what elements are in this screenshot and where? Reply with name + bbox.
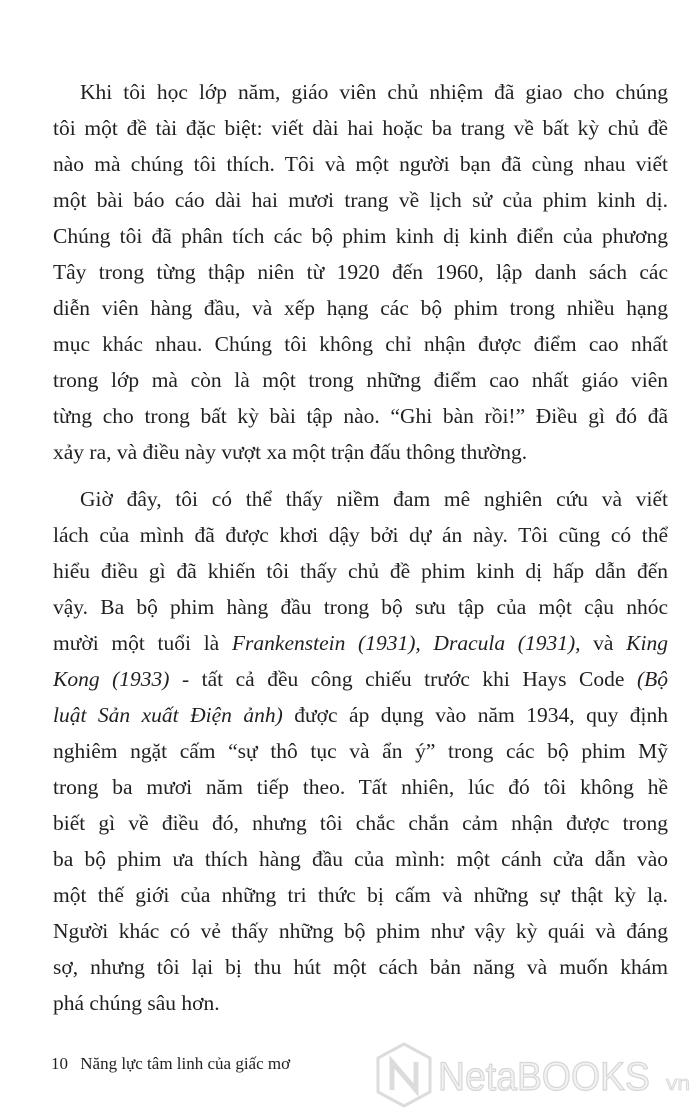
- text-segment: Giờ đây, tôi có thể thấy niềm đam mê nghiên cứu và viết: [80, 487, 668, 511]
- text-line: [53, 733, 668, 769]
- body-text: [53, 74, 668, 1032]
- text-segment: tôi một đề tài đặc biệt: viết dài hai hoặc ba trang về bất kỳ chủ đề: [53, 116, 668, 140]
- watermark-brand: NetaBOOKS: [438, 1055, 650, 1099]
- text-segment: - tất cả đều công chiếu trước khi Hays Code: [169, 667, 637, 691]
- text-segment: nào mà chúng tôi thích. Tôi và một người bạn đã cùng nhau viết: [53, 152, 668, 176]
- italic-text: luật Sản xuất Điện ảnh): [53, 703, 283, 727]
- text-segment: Khi tôi học lớp năm, giáo viên chủ nhiệm đã giao cho chúng: [80, 80, 668, 104]
- text-segment: trong lớp mà còn là một trong những điểm cao nhất giáo viên: [53, 368, 668, 392]
- paragraph: [53, 74, 668, 470]
- text-line: [53, 362, 668, 398]
- text-segment: vậy. Ba bộ phim hàng đầu trong bộ sưu tập của một cậu nhóc: [53, 595, 668, 619]
- italic-text: Kong (1933): [53, 667, 170, 691]
- text-line: [53, 661, 668, 697]
- text-segment: hiểu điều gì đã khiến tôi thấy chủ đề phim kinh dị hấp dẫn đến: [53, 559, 668, 583]
- text-segment: được áp dụng vào năm 1934, quy định: [282, 703, 669, 727]
- text-segment: nghiêm ngặt cấm “sự thô tục và ẩn ý” trong các bộ phim Mỹ: [53, 739, 668, 763]
- text-segment: biết gì về điều đó, nhưng tôi chắc chắn cảm nhận được trong: [53, 811, 668, 835]
- text-segment: mười một tuổi là: [53, 631, 232, 655]
- text-segment: sợ, nhưng tôi lại bị thu hút một cách bản năng và muốn khám: [53, 955, 668, 979]
- italic-text: (Bộ: [636, 667, 668, 691]
- text-line: [53, 913, 668, 949]
- hexagon-n-icon: [378, 1044, 430, 1106]
- text-segment: một thế giới của những tri thức bị cấm và những sự thật kỳ lạ.: [53, 883, 668, 907]
- text-segment: phá chúng sâu hơn.: [53, 991, 220, 1015]
- text-line: [53, 877, 668, 913]
- text-line: [53, 517, 668, 553]
- page-footer: [51, 1054, 351, 1074]
- paragraph: [53, 481, 668, 1021]
- text-line: [53, 697, 668, 733]
- text-segment: Chúng tôi đã phân tích các bộ phim kinh dị kinh điển của phương: [53, 224, 668, 248]
- running-title: Năng lực tâm linh của giấc mơ: [80, 1054, 291, 1073]
- text-segment: ba bộ phim ưa thích hàng đầu của mình: một cánh cửa dẫn vào: [53, 847, 668, 871]
- text-line: [53, 74, 668, 110]
- text-segment: một bài báo cáo dài hai mươi trang về lịch sử của phim kinh dị.: [53, 188, 668, 212]
- text-segment: diễn viên hàng đầu, và xếp hạng các bộ phim trong nhiều hạng: [53, 296, 668, 320]
- text-line: [53, 769, 668, 805]
- text-line: [53, 326, 668, 362]
- text-segment: lách của mình đã được khơi dậy bởi dự án này. Tôi cũng có thể: [53, 523, 668, 547]
- text-line: [53, 949, 668, 985]
- text-segment: trong ba mươi năm tiếp theo. Tất nhiên, lúc đó tôi không hề: [53, 775, 668, 799]
- text-line: [53, 290, 668, 326]
- text-line: [53, 481, 668, 517]
- text-line: [53, 985, 668, 1021]
- text-line: [53, 218, 668, 254]
- text-line: [53, 625, 668, 661]
- text-line: [53, 254, 668, 290]
- watermark-suffix: vn: [666, 1073, 690, 1095]
- page-number: 10: [51, 1054, 68, 1073]
- text-segment: xảy ra, và điều này vượt xa một trận đấu thông thường.: [53, 440, 528, 464]
- text-line: [53, 398, 668, 434]
- text-segment: Người khác có vẻ thấy những bộ phim như vậy kỳ quái và đáng: [53, 919, 668, 943]
- text-line: [53, 841, 668, 877]
- text-segment: Tây trong từng thập niên từ 1920 đến 1960, lập danh sách các: [53, 260, 668, 284]
- italic-text: Frankenstein (1931), Dracula (1931),: [231, 631, 581, 655]
- netabooks-watermark-logo: [372, 1040, 698, 1112]
- italic-text: King: [626, 631, 668, 655]
- text-segment: mục khác nhau. Chúng tôi không chỉ nhận được điểm cao nhất: [53, 332, 668, 356]
- text-line: [53, 805, 668, 841]
- text-line: [53, 589, 668, 625]
- text-segment: và: [580, 631, 627, 655]
- text-line: [53, 182, 668, 218]
- text-line: [53, 434, 668, 470]
- text-segment: từng cho trong bất kỳ bài tập nào. “Ghi bàn rồi!” Điều gì đó đã: [53, 404, 668, 428]
- text-line: [53, 146, 668, 182]
- text-line: [53, 553, 668, 589]
- text-line: [53, 110, 668, 146]
